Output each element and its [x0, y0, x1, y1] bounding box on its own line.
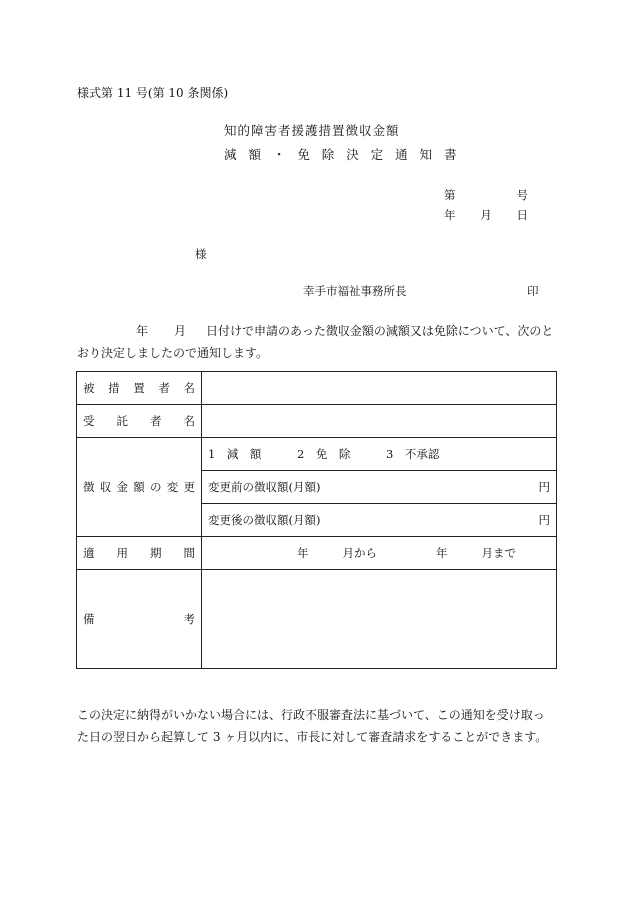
form-number: 様式第 11 号(第 10 条関係) [77, 86, 229, 100]
after-amount[interactable] [202, 504, 557, 537]
option-reduce[interactable]: 1 減 額 [208, 447, 262, 461]
label-char: 備 [83, 612, 95, 626]
value-remarks[interactable] [202, 570, 557, 669]
before-amount-label: 変更前の徴収額(月額) [208, 480, 321, 494]
subtitle-char: ・ [272, 147, 286, 162]
seal-mark: 印 [527, 284, 539, 298]
subtitle-char: 免 [297, 147, 310, 162]
label-char: 置 [133, 381, 145, 395]
issue-date [444, 207, 528, 223]
subtitle-char: 額 [248, 147, 261, 162]
yen-unit: 円 [538, 513, 550, 527]
row-trustee [77, 405, 557, 438]
document-subtitle [224, 145, 456, 163]
change-options [202, 438, 557, 471]
issue-month: 月 [480, 208, 492, 222]
document-title: 知的障害者援護措置徴収金額 [224, 123, 400, 138]
subtitle-char: 決 [346, 147, 359, 162]
option-reject[interactable]: 3 不承認 [386, 447, 440, 461]
label-char: の [150, 480, 162, 494]
appeal-line-1-text: この決定に納得がいかない場合には、行政不服審査法に基づいて、この通知を受け取っ [77, 708, 545, 722]
label-char: 徴 [83, 480, 95, 494]
value-person[interactable] [202, 372, 557, 405]
document-number [444, 187, 528, 203]
value-period[interactable] [202, 537, 557, 570]
label-char: 者 [150, 414, 162, 428]
doc-number-suffix: 号 [516, 188, 528, 202]
label-char: 者 [158, 381, 170, 395]
appeal-notice [77, 682, 559, 748]
decision-table [76, 371, 557, 669]
period-to-year: 年 [436, 546, 448, 560]
label-period [77, 537, 202, 570]
option-exempt[interactable]: 2 免 除 [297, 447, 351, 461]
subtitle-char: 定 [370, 147, 384, 162]
body-year: 年 [136, 324, 149, 338]
label-char: 期 [150, 546, 162, 560]
label-char: 間 [183, 546, 195, 560]
row-period [77, 537, 557, 570]
label-char: 被 [83, 381, 95, 395]
issue-day: 日 [516, 208, 528, 222]
body-line-1-text: 日付けで申請のあった徴収金額の減額又は免除について、次のと [206, 324, 554, 338]
subtitle-char: 除 [321, 147, 335, 162]
row-person [77, 372, 557, 405]
body-line-1 [77, 320, 557, 342]
value-trustee[interactable] [202, 405, 557, 438]
label-char: 名 [183, 414, 195, 428]
period-to-month: 月まで [481, 546, 516, 560]
label-char: 額 [133, 480, 145, 494]
appeal-line-1 [77, 682, 559, 726]
row-remarks [77, 570, 557, 669]
label-person [77, 372, 202, 405]
appeal-line-2: た日の翌日から起算して 3 ヶ月以内に、市長に対して審査請求をすることができます。 [77, 730, 548, 744]
period-from-year: 年 [297, 546, 309, 560]
yen-unit: 円 [538, 480, 550, 494]
label-char: 更 [183, 480, 195, 494]
subtitle-char: 通 [395, 147, 408, 162]
period-from-month: 月から [342, 546, 377, 560]
after-amount-label: 変更後の徴収額(月額) [208, 513, 321, 527]
body-line-2: おり決定しましたので通知します。 [77, 346, 269, 360]
label-char: 考 [183, 612, 195, 626]
body-paragraph [77, 320, 557, 364]
sender-name: 幸手市福祉事務所長 [303, 284, 407, 298]
label-char: 変 [166, 480, 179, 494]
addressee-suffix: 様 [195, 247, 207, 261]
issue-year: 年 [444, 208, 456, 222]
subtitle-char: 減 [224, 147, 237, 162]
label-trustee [77, 405, 202, 438]
label-char: 適 [83, 546, 95, 560]
label-char: 受 [83, 414, 95, 428]
label-char: 名 [183, 381, 195, 395]
row-change-options [77, 438, 557, 471]
body-month: 月 [174, 324, 187, 338]
before-amount[interactable] [202, 471, 557, 504]
label-char: 金 [116, 480, 128, 494]
label-change [77, 438, 202, 537]
label-remarks [77, 570, 202, 669]
subtitle-char: 知 [419, 147, 433, 162]
label-char: 措 [108, 381, 120, 395]
label-char: 収 [99, 480, 112, 494]
doc-number-prefix: 第 [444, 188, 456, 202]
label-char: 用 [116, 546, 128, 560]
subtitle-char: 書 [443, 147, 457, 162]
label-char: 託 [116, 414, 128, 428]
